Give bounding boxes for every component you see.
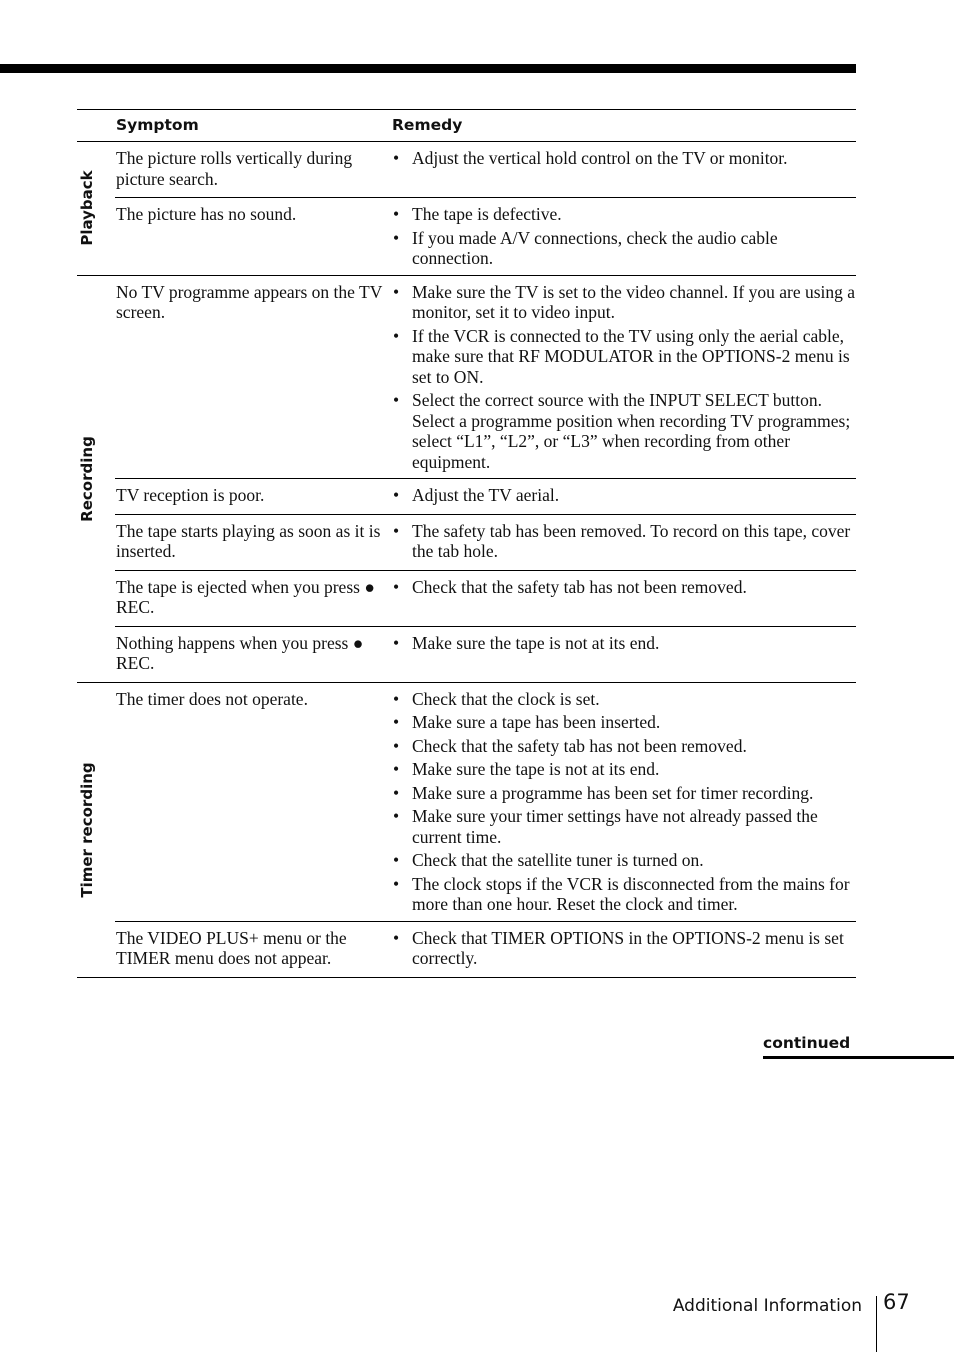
section-label-text: Recording (78, 435, 96, 522)
remedy-item: • Check that the clock is set. (392, 689, 856, 710)
symptom-cell: TV reception is poor. (116, 485, 265, 505)
symptom-cell: The VIDEO PLUS+ menu or the TIMER menu does not appear. (116, 927, 347, 968)
section-label (77, 683, 97, 977)
table-row (115, 922, 856, 977)
section-label (77, 276, 97, 682)
remedy-item: • Adjust the TV aerial. (392, 485, 856, 506)
continued-marker (763, 1034, 954, 1059)
symptom-cell: Nothing happens when you press ● REC. (116, 632, 364, 673)
section-label-text: Timer recording (78, 761, 96, 898)
section-label-text: Playback (78, 170, 96, 246)
table-row (115, 515, 856, 571)
table-body (77, 142, 856, 978)
remedy-item: • Select the correct source with the INPUT SELECT button. Select a programme position when recording TV programmes; select “L1”, “L2”, or “L3” when recording from other equipment. (392, 390, 856, 472)
table-row (115, 571, 856, 627)
remedy-cell (392, 142, 856, 197)
remedy-cell (392, 922, 856, 977)
continued-label: continued (763, 1034, 851, 1052)
table-row (115, 198, 856, 275)
remedy-item: • Adjust the vertical hold control on the TV or monitor. (392, 148, 856, 169)
table-row (115, 142, 856, 198)
symptom-cell: The tape starts playing as soon as it is inserted. (116, 520, 381, 561)
remedy-list (392, 633, 856, 654)
symptom-cell: The picture has no sound. (116, 204, 297, 224)
remedy-cell (392, 683, 856, 921)
remedy-list (392, 485, 856, 506)
header-rule (0, 64, 856, 73)
section-playback (77, 142, 856, 276)
remedy-cell (392, 627, 856, 682)
remedy-list (392, 282, 856, 473)
section-recording (77, 276, 856, 683)
remedy-item: • The tape is defective. (392, 204, 856, 225)
remedy-item: • Make sure your timer settings have not already passed the current time. (392, 806, 856, 847)
page-number: 67 (883, 1290, 910, 1314)
remedy-item: • The clock stops if the VCR is disconnected from the mains for more than one hour. Reset the clock and timer. (392, 874, 856, 915)
section-timer-recording (77, 683, 856, 978)
remedy-item: • Check that the safety tab has not been removed. (392, 577, 856, 598)
symptom-cell: The tape is ejected when you press ● REC. (116, 576, 375, 617)
remedy-list (392, 689, 856, 915)
remedy-item: • Check that the safety tab has not been removed. (392, 736, 856, 757)
remedy-item: • Check that TIMER OPTIONS in the OPTIONS-2 menu is set correctly. (392, 928, 856, 969)
remedy-item: • Make sure the TV is set to the video channel. If you are using a monitor, set it to video input. (392, 282, 856, 323)
table-header (77, 110, 856, 142)
symptom-cell: The timer does not operate. (116, 688, 308, 709)
remedy-item: • Make sure the tape is not at its end. (392, 633, 856, 654)
symptom-header: Symptom (116, 116, 199, 134)
remedy-cell (392, 479, 856, 514)
remedy-cell (392, 515, 856, 570)
remedy-list (392, 148, 856, 169)
remedy-list (392, 577, 856, 598)
remedy-cell (392, 198, 856, 275)
table-row (115, 479, 856, 515)
remedy-item: • The safety tab has been removed. To record on this tape, cover the tab hole. (392, 521, 856, 562)
remedy-cell (392, 276, 856, 479)
troubleshooting-table (77, 109, 856, 978)
remedy-cell (392, 571, 856, 626)
footer-divider (876, 1296, 877, 1352)
remedy-item: • Make sure the tape is not at its end. (392, 759, 856, 780)
remedy-list (392, 521, 856, 562)
remedy-item: • Check that the satellite tuner is turned on. (392, 850, 856, 871)
remedy-item: • If you made A/V connections, check the audio cable connection. (392, 228, 856, 269)
remedy-item: • Make sure a programme has been set for timer recording. (392, 783, 856, 804)
footer-section-title: Additional Information (672, 1296, 862, 1316)
remedy-header: Remedy (392, 116, 463, 134)
remedy-item: • Make sure a tape has been inserted. (392, 712, 856, 733)
symptom-cell: No TV programme appears on the TV screen. (116, 281, 383, 322)
table-row (115, 627, 856, 682)
remedy-list (392, 928, 856, 969)
remedy-item: • If the VCR is connected to the TV using only the aerial cable, make sure that RF MODULATOR in the OPTIONS-2 menu is set to ON. (392, 326, 856, 388)
remedy-list (392, 204, 856, 269)
table-row (115, 683, 856, 922)
symptom-cell: The picture rolls vertically during picture search. (116, 148, 353, 189)
section-label (77, 142, 97, 275)
table-row (115, 276, 856, 480)
